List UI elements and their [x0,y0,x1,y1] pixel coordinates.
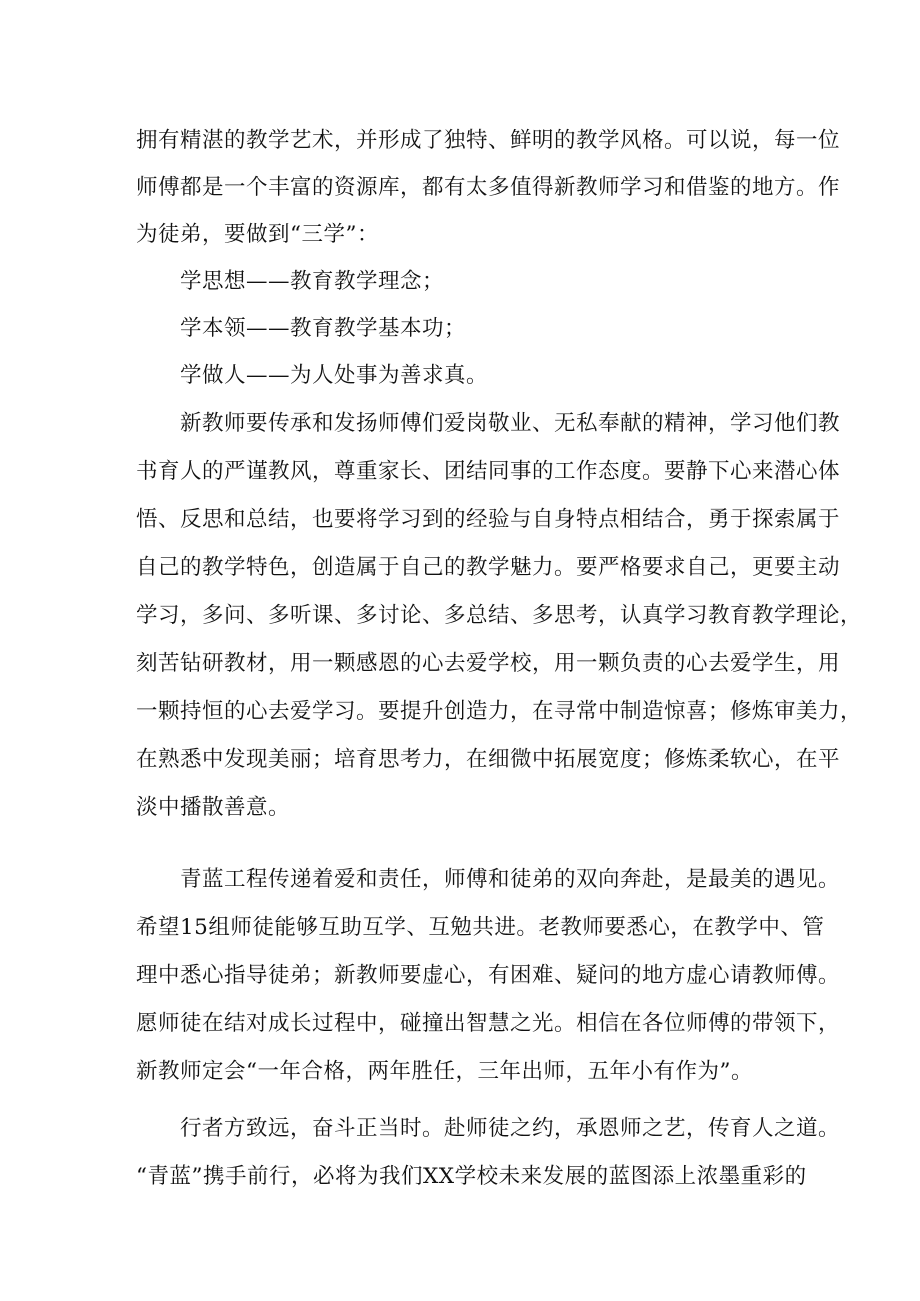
text-line: 为徒弟，要做到“三学”： [136,222,379,247]
text-line: 悟、反思和总结，也要将学习到的经验与自身特点相结合，勇于探索属于 [136,507,841,532]
text-line: 一颗持恒的心去爱学习。要提升创造力，在寻常中制造惊喜；修炼审美力， [136,699,863,724]
text-line: 刻苦钻研教材，用一颗感恩的心去爱学校，用一颗负责的心去爱学生，用 [136,651,841,676]
text-line: 愿师徒在结对成长过程中，碰撞出智慧之光。相信在各位师傅的带领下， [136,1011,841,1036]
text-line: 在熟悉中发现美丽；培育思考力，在细微中拓展宽度；修炼柔软心，在平 [136,747,841,772]
text-line: 淡中播散善意。 [136,795,291,820]
list-item: 学思想——教育教学理念； [180,269,445,294]
text-line: 希望15组师徒能够互助互学、互勉共进。老教师要悉心，在教学中、管 [136,915,825,940]
list-item: 学做人——为人处事为善求真。 [180,363,489,388]
text-line: 行者方致远，奋斗正当时。赴师徒之约，承恩师之艺，传育人之道。 [180,1116,841,1141]
text-line: 学习，多问、多听课、多讨论、多总结、多思考，认真学习教育教学理论， [136,603,863,628]
text-line: 书育人的严谨教风，尊重家长、团结同事的工作态度。要静下心来潜心体 [136,459,841,484]
text-line: 新教师定会“一年合格，两年胜任，三年出师，五年小有作为”。 [136,1059,753,1084]
text-line: 青蓝工程传递着爱和责任，师傅和徒弟的双向奔赴，是最美的遇见。 [180,867,841,892]
text-line: 自己的教学特色，创造属于自己的教学魅力。要严格要求自己，更要主动 [136,555,841,580]
text-line: 师傅都是一个丰富的资源库，都有太多值得新教师学习和借鉴的地方。作 [136,175,841,200]
list-item: 学本领——教育教学基本功； [180,316,467,341]
text-line: 拥有精湛的教学艺术，并形成了独特、鲜明的教学风格。可以说，每一位 [136,128,841,153]
text-line: 新教师要传承和发扬师傅们爱岗敬业、无私奉献的精神，学习他们教 [180,411,841,436]
text-line: “青蓝”携手前行，必将为我们XX学校未来发展的蓝图添上浓墨重彩的 [136,1164,807,1189]
text-line: 理中悉心指导徒弟；新教师要虚心，有困难、疑问的地方虚心请教师傅。 [136,963,841,988]
